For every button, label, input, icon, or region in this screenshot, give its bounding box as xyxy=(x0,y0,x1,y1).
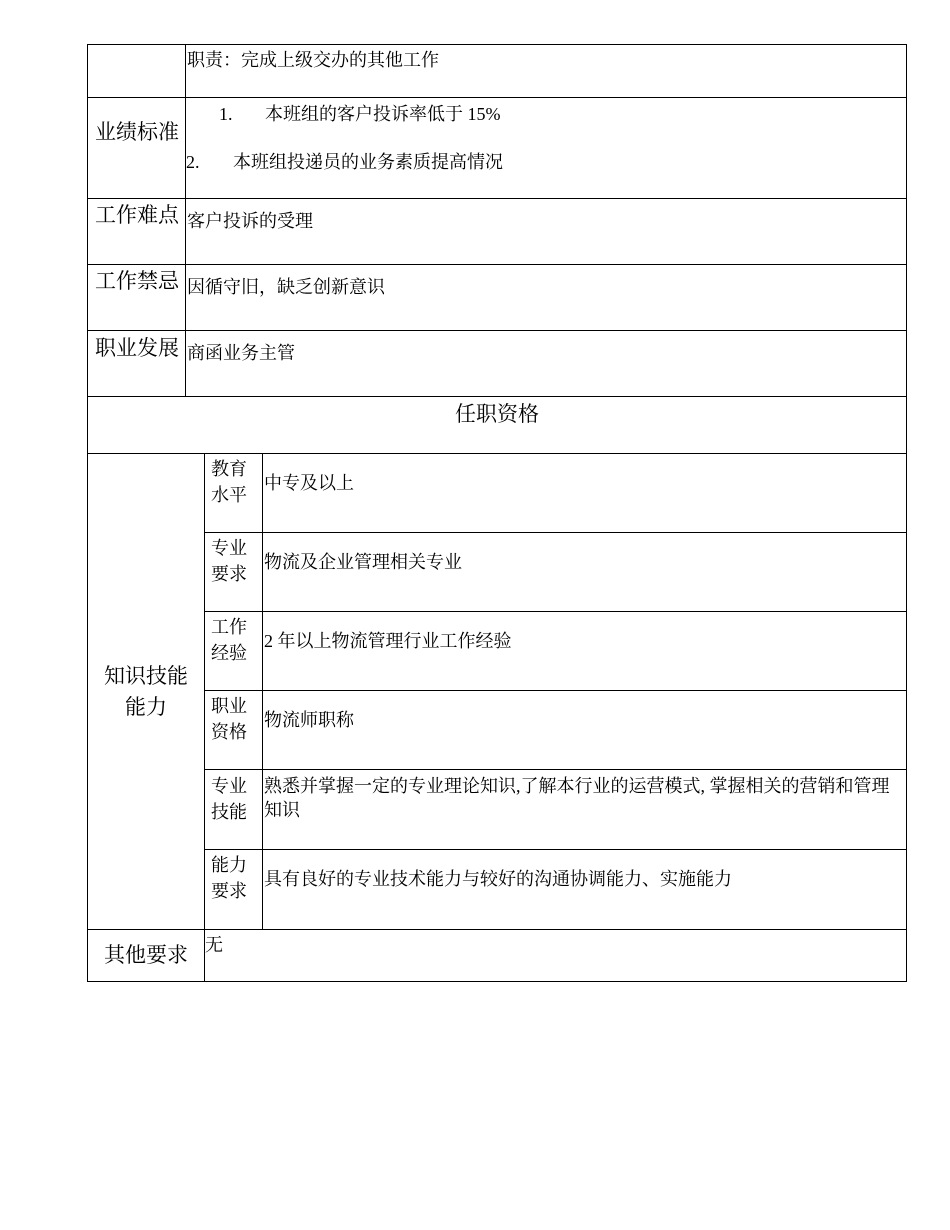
row-divider xyxy=(87,97,907,98)
row-label-career: 职业发展 xyxy=(95,336,179,360)
difficulty-value: 客户投诉的受理 xyxy=(187,211,313,231)
taboo-value: 因循守旧，缺乏创新意识 xyxy=(187,277,385,297)
experience-value: 2 年以上物流管理行业工作经验 xyxy=(264,631,512,651)
row-divider xyxy=(204,849,907,850)
performance-item-number: 2. xyxy=(186,152,200,172)
row-divider xyxy=(87,396,907,397)
column-divider xyxy=(262,453,263,929)
row-label-difficulty: 工作难点 xyxy=(95,203,179,227)
duty-text: 职责：完成上级交办的其他工作 xyxy=(187,50,439,70)
row-label-taboo: 工作禁忌 xyxy=(95,269,179,293)
row-divider xyxy=(204,690,907,691)
row-divider xyxy=(87,929,907,930)
major-value: 物流及企业管理相关专业 xyxy=(264,552,462,572)
other-value: 无 xyxy=(205,935,223,955)
sub-label-skills: 专业技能 xyxy=(211,776,247,822)
sub-label-education: 教育水平 xyxy=(211,459,247,505)
row-divider xyxy=(87,198,907,199)
sub-label-ability: 能力要求 xyxy=(211,855,247,901)
row-divider xyxy=(204,611,907,612)
sub-label-major: 专业要求 xyxy=(211,538,247,584)
row-label-other: 其他要求 xyxy=(104,943,188,967)
sub-label-experience: 工作经验 xyxy=(211,617,247,663)
sub-label-certificate: 职业资格 xyxy=(211,696,247,742)
skills-value: 熟悉并掌握一定的专业理论知识,了解本行业的运营模式, 掌握相关的营销和管理知识 xyxy=(264,776,890,820)
row-divider xyxy=(87,330,907,331)
table-frame xyxy=(87,44,907,982)
row-divider xyxy=(204,532,907,533)
performance-item-text: 本班组投递员的业务素质提高情况 xyxy=(233,152,503,172)
row-label-performance: 业绩标准 xyxy=(95,120,179,144)
career-value: 商函业务主管 xyxy=(187,343,295,363)
row-divider xyxy=(204,769,907,770)
certificate-value: 物流师职称 xyxy=(264,710,354,730)
row-label-knowledge: 知识技能能力 xyxy=(104,664,188,719)
education-value: 中专及以上 xyxy=(264,473,354,493)
ability-value: 具有良好的专业技术能力与较好的沟通协调能力、实施能力 xyxy=(264,869,732,889)
section-title: 任职资格 xyxy=(455,402,539,426)
performance-item-number: 1. xyxy=(219,104,233,124)
column-divider xyxy=(185,44,186,396)
performance-item-text: 本班组的客户投诉率低于 15% xyxy=(265,104,501,124)
row-divider xyxy=(87,264,907,265)
row-divider xyxy=(87,453,907,454)
